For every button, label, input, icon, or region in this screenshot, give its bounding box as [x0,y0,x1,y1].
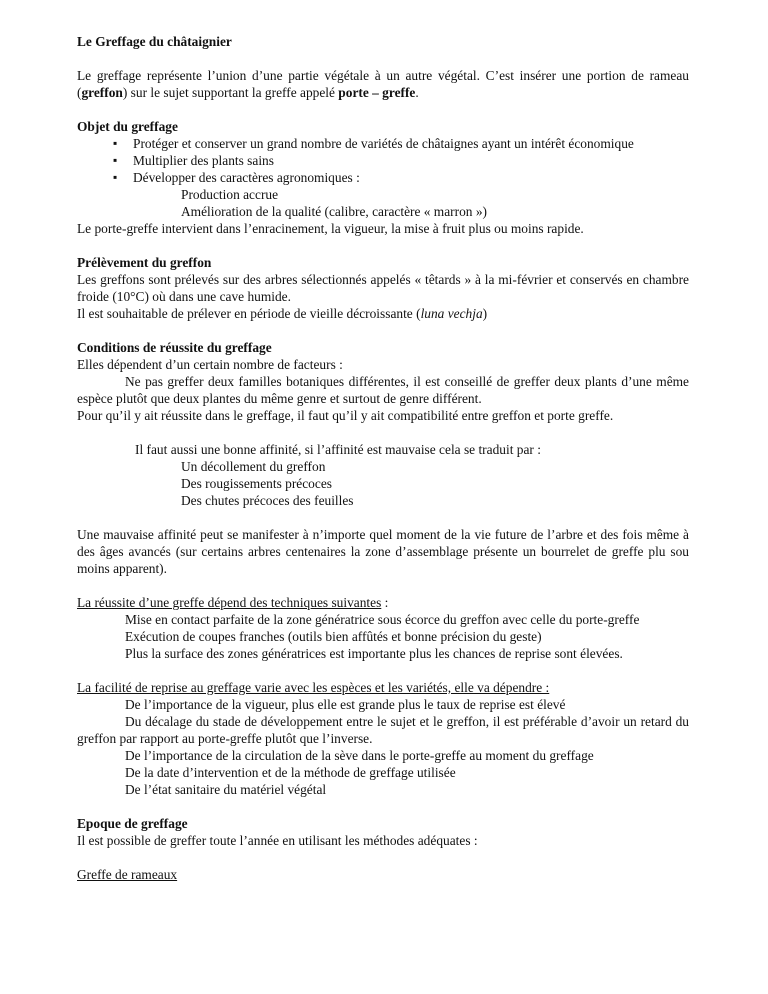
intro-paragraph: Le greffage représente l’union d’une partie végétale à un autre végétal. C’est insérer une portion de rameau (greffon) sur le sujet supportant la greffe appelé porte – greffe. [77,68,689,100]
reussite-heading: La réussite d’une greffe dépend des techniques suivantes : [77,595,389,610]
facilite-item: De la date d’intervention et de la méthode de greffage utilisée [125,765,456,780]
facilite-item: De l’importance de la vigueur, plus elle est grande plus le taux de reprise est élevé [125,697,566,712]
prelevement-paragraph: Les greffons sont prélevés sur des arbres sélectionnés appelés « têtards » à la mi-février et conservés en chambre froide (10°C) où dans une cave humide. [77,272,689,304]
mauvaise-affinite-paragraph: Une mauvaise affinité peut se manifester à n’importe quel moment de la vie future de l’arbre et des fois même à des âges avancés (sur certains arbres centenaires la zone d’assemblage présente un bourrelet de greffe plu sou moins apparent). [77,527,689,576]
objet-bullet-list [77,135,689,186]
facilite-item: Du décalage du stade de développement entre le sujet et le greffon, il est préférable d’avoir un retard du greffon par rapport au porte-greffe plutôt que l’inverse. [77,714,689,746]
conditions-paragraph: Ne pas greffer deux familles botaniques différentes, il est conseillé de greffer deux plants d’une même espèce plutôt que deux plantes du même genre et surtout de genre différent. [77,374,689,406]
affinite-paragraph: Il faut aussi une bonne affinité, si l’affinité est mauvaise cela se traduit par : [135,442,541,457]
greffon-term: greffon [81,85,123,100]
reussite-item: Exécution de coupes franches (outils bien affûtés et bonne précision du geste) [125,629,542,644]
greffe-rameaux-heading: Greffe de rameaux [77,867,178,882]
affinite-item: Des rougissements précoces [181,476,332,491]
epoque-heading: Epoque de greffage [77,816,188,831]
affinite-item: Un décollement du greffon [181,459,326,474]
document-title: Le Greffage du châtaignier [77,34,232,49]
reussite-item: Mise en contact parfaite de la zone génératrice sous écorce du greffon avec celle du porte-greffe [125,612,640,627]
document-page [77,33,689,883]
objet-heading: Objet du greffage [77,119,178,134]
porte-greffe-term: porte – greffe [338,85,416,100]
list-item: ▪ Développer des caractères agronomiques : [113,169,689,186]
reussite-item: Plus la surface des zones génératrices est importante plus les chances de reprise sont élevées. [125,646,623,661]
objet-sub-item: Production accrue [181,187,279,202]
conditions-heading: Conditions de réussite du greffage [77,340,272,355]
facilite-heading: La facilité de reprise au greffage varie avec les espèces et les variétés, elle va dépendre : [77,680,550,695]
epoque-paragraph: Il est possible de greffer toute l’année en utilisant les méthodes adéquates : [77,833,478,848]
list-item: ▪ Multiplier des plants sains [113,152,689,169]
affinite-item: Des chutes précoces des feuilles [181,493,354,508]
conditions-paragraph: Pour qu’il y ait réussite dans le greffage, il faut qu’il y ait compatibilité entre greffon et porte greffe. [77,408,614,423]
facilite-item: De l’état sanitaire du matériel végétal [125,782,327,797]
conditions-intro: Elles dépendent d’un certain nombre de facteurs : [77,357,343,372]
prelevement-heading: Prélèvement du greffon [77,255,212,270]
facilite-item: De l’importance de la circulation de la sève dans le porte-greffe au moment du greffage [125,748,594,763]
objet-after-text: Le porte-greffe intervient dans l’enracinement, la vigueur, la mise à fruit plus ou moins rapide. [77,221,584,236]
prelevement-period: Il est souhaitable de prélever en période de vieille décroissante (luna vechja) [77,306,488,321]
luna-vechja-term: luna vechja [420,306,483,321]
objet-sub-item: Amélioration de la qualité (calibre, caractère « marron ») [181,204,487,219]
list-item: ▪ Protéger et conserver un grand nombre de variétés de châtaignes ayant un intérêt économique [113,135,689,152]
